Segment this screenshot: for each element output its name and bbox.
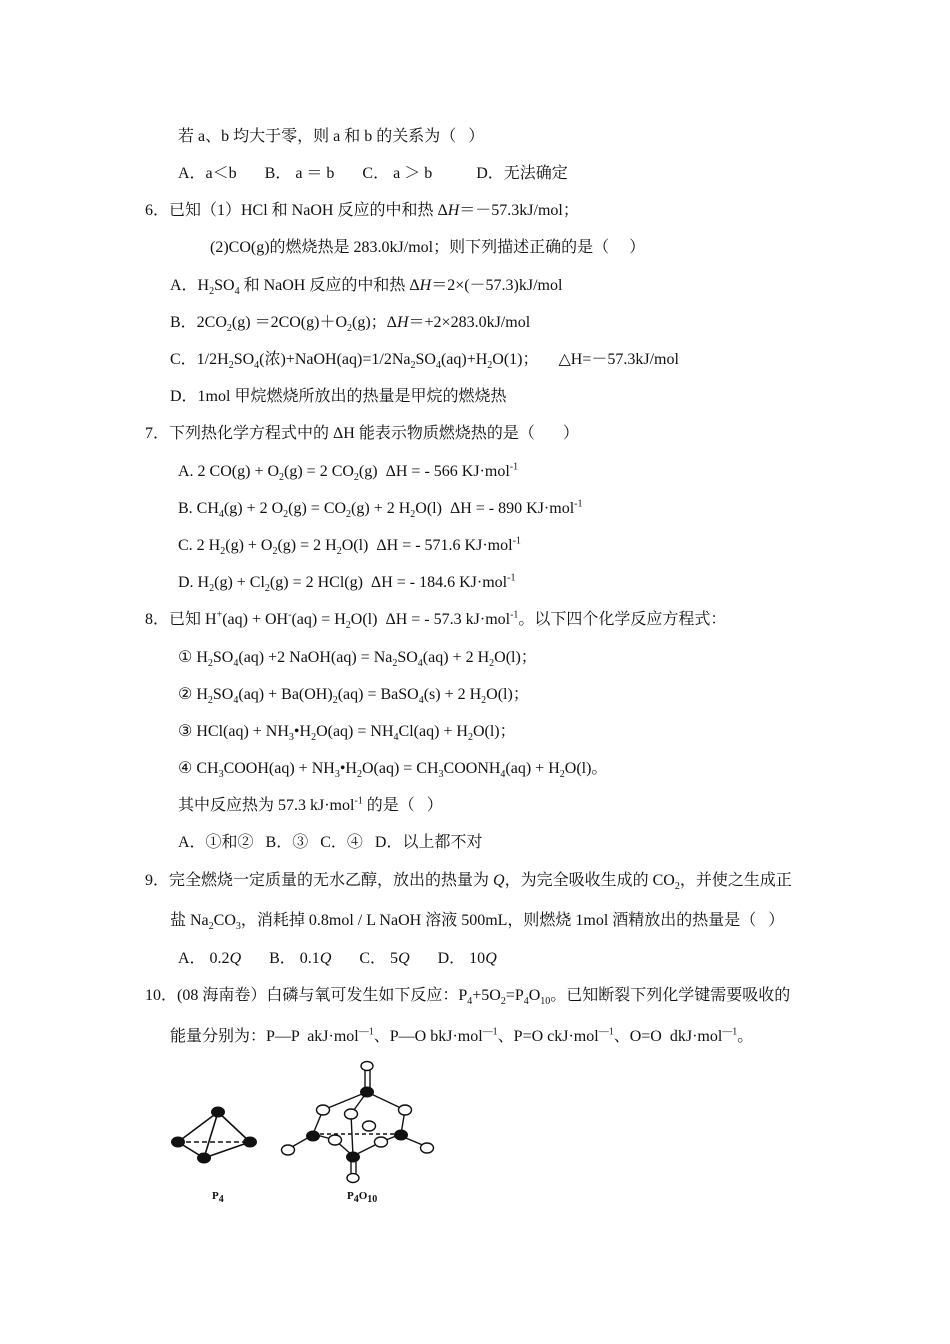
p4o10-structure-figure [275,1060,445,1185]
text-line-10: A. 2 $CO(g) + O_2(g) = 2$ $CO_2(g) \Delta H$ = - 566 KJ·mol$^{-1}$ [178,461,519,484]
text-line-25: 能量分别为：P—P akJ·mol$^{—1}$、P—O bkJ·mol$^{—1}$、P=O ckJ·mol$^{—1}$、O=O dkJ·mol$^{—1}$。 [170,1026,754,1045]
text-line-12: C. 2 $H_2(g) + O_2(g) = 2$ $H_2O(l) \Delta H$ = - 571.6 KJ·mol$^{-1}$ [178,535,521,558]
text-line-22: 盐 $Na_2CO_3$，消耗掉 0.8mol / L NaOH 溶液 500mL，则燃烧 1mol 酒精放出的热量是（ ） [170,912,785,933]
text-line-9: 7．下列热化学方程式中的 ΔH 能表示物质燃烧热的是（ ） [145,425,579,442]
text-line-24: 10．(08 海南卷）白磷与氧可发生如下反应：$P_4+5O_2=P_4O_{10}$。已知断裂下列化学键需要吸收的 [145,987,791,1008]
p4o10-label: $P_4O_{10}$ [347,1190,378,1206]
text-line-4: (2)CO(g)的燃烧热是 283.0kJ/mol；则下列描述正确的是（ ） [210,239,646,256]
text-line-7: C．$1/2H_2SO_4$(浓)$+NaOH(aq)=1/2Na_2SO_4(aq)+H_2O(1)$； △H=－57.3kJ/mol [170,351,679,372]
text-line-6: B．$2CO_2(g) =2CO(g)+O_2(g)$；ΔH＝+2×283.0kJ/mol [170,314,531,335]
text-line-3: 6．已知（1）HCl 和 NaOH 反应的中和热 ΔH＝－57.3kJ/mol； [145,202,579,219]
p4-label: $P_4$ [212,1190,224,1206]
p4-structure-figure [160,1100,270,1170]
text-line-8: D．1mol 甲烷燃烧所放出的热量是甲烷的燃烧热 [170,388,507,405]
text-line-17: ③ $HCl(aq) + NH_3•H_2O(aq) = NH_4Cl(aq) + H_2O(l)$； [178,723,516,744]
text-line-2: A．a＜b B． a ＝ b C． a ＞ b D．无法确定 [178,165,568,182]
text-line-23: A． 0.2Q B． 0.1Q C． 5Q D． 10Q [178,950,497,967]
text-line-5: A．$H_2SO_4$ 和 NaOH 反应的中和热 ΔH＝2×(－57.3)kJ/mol [170,277,563,298]
text-line-13: D. $H_2(g) + Cl_2(g) = 2$ HCl(g) ΔH = - 184.6 KJ·mol$^{-1}$ [178,572,516,595]
text-line-18: ④ $CH_3COOH(aq)$ + $NH_3•H_2O(aq)$ = $CH_3COONH_4(aq) + H_2O(l)$。 [178,760,608,781]
text-line-11: B. $CH_4(g) + 2$ $O_2(g) = CO_2(g) + 2$ $H_2O(l) \Delta H$ = - 890 KJ·mol$^{-1}$ [178,498,583,521]
text-line-15: ① $H_2SO_4(aq) +2$ NaOH(aq) = $Na_2SO_4(aq) + 2$ $H_2O(l)$； [178,649,537,670]
text-line-14: 8．已知 $H^+(aq) + OH^-(aq) = H_2O(l) \Delta H$ = - 57.3 kJ·mol$^{-1}$。以下四个化学反应方程式： [145,609,727,632]
text-line-20: A．①和② B．③ C．④ D．以上都不对 [178,834,483,851]
text-line-19: 其中反应热为 57.3 kJ·mol$^{-1}$ 的是（ ） [178,795,443,814]
text-line-21: 9．完全燃烧一定质量的无水乙醇，放出的热量为 Q，为完全吸收生成的 $CO_2$，并使之生成正 [145,872,792,893]
text-line-1: 若 a、b 均大于零，则 a 和 b 的关系为（ ） [178,128,485,145]
text-line-16: ② $H_2SO_4(aq) + Ba(OH)_2(aq)$ = BaSO$_4$(s) + 2 $H_2O(l)$； [178,686,529,707]
